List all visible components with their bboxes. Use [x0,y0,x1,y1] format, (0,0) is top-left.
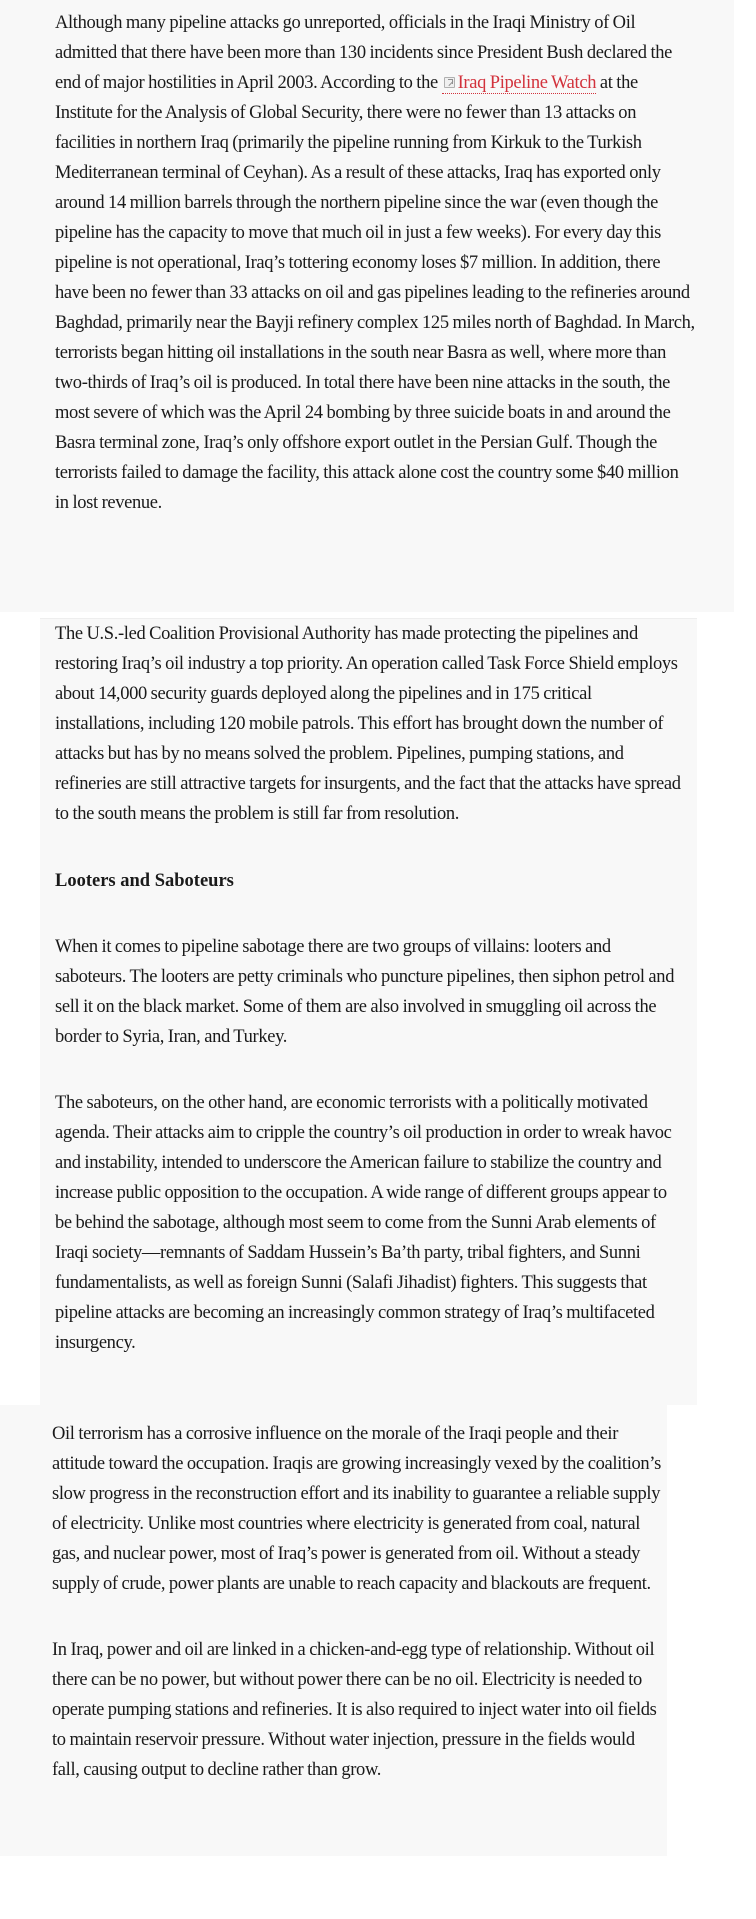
paragraph-text-before-link: Although many pipeline attacks go unreported, officials in the Iraqi Ministry of Oil admitted that there have been more than 130 incidents since President Bush declared the end of major hostilities in April 2003. According to the [55,13,673,93]
paragraph-power-and-oil: In Iraq, power and oil are linked in a chicken-and-egg type of relationship. Without oil there can be no power, but without power there can be no oil. Electricity is needed to operate pumping stations and refineries. It is also required to inject water into oil fields to maintain reservoir pressure. Without water injection, pressure in the fields would fall, causing output to decline rather than grow. [52,1640,657,1780]
paragraph-pipeline-attacks [55,8,695,518]
paragraph-looters: When it comes to pipeline sabotage there are two groups of villains: looters and saboteurs. The looters are petty criminals who puncture pipelines, then siphon petrol and sell it on the black market. Some of them are also involved in smuggling oil across the border to Syria, Iran, and Turkey. [55,937,675,1047]
article-block-looters-saboteurs [40,618,697,1405]
paragraph-saboteurs: The saboteurs, on the other hand, are economic terrorists with a politically motivated agenda. Their attacks aim to cripple the country’s oil production in order to wreak havoc and instability, intended to underscore the American failure to stabilize the country and increase public opposition to the occupation. A wide range of different groups appear to be behind the sabotage, although most seem to come from the Sunni Arab elements of Iraqi society—remnants of Saddam Hussein’s Ba’th party, tribal fighters, and Sunni fundamentalists, as well as foreign Sunni (Salafi Jihadist) fighters. This suggests that pipeline attacks are becoming an increasingly common strategy of Iraq’s multifaceted insurgency. [55,1093,672,1353]
section-heading: Looters and Saboteurs [55,871,234,891]
iraq-pipeline-watch-link[interactable] [442,73,596,94]
paragraph-oil-terrorism-morale: Oil terrorism has a corrosive influence on the morale of the Iraqi people and their attitude toward the occupation. Iraqis are growing increasingly vexed by the coalition’s slow progress in the reconstruction effort and its inability to guarantee a reliable supply of electricity. Unlike most countries where electricity is generated from coal, natural gas, and nuclear power, most of Iraq’s power is generated from oil. Without a steady supply of crude, power plants are unable to reach capacity and blackouts are frequent. [52,1424,661,1594]
article-block-oil-and-power [0,1405,667,1856]
external-link-icon [444,77,455,88]
paragraph-spacer [55,1052,697,1088]
article-block-pipeline-attacks [0,0,734,612]
paragraph-spacer [55,829,697,865]
paragraph-text-after-link: at the Institute for the Analysis of Global Security, there were no fewer than 13 attacks on facilities in northern Iraq (primarily the pipeline running from Kirkuk to the Turkish Mediterranean terminal of Ceyhan). As a result of these attacks, Iraq has exported only around 14 million barrels through the northern pipeline since the war (even though the pipeline has the capacity to move that much oil in just a few weeks). For every day this pipeline is not operational, Iraq’s tottering economy loses $7 million. In addition, there have been no fewer than 33 attacks on oil and gas pipelines leading to the refineries around Baghdad, primarily near the Bayji refinery complex 125 miles north of Baghdad. In March, terrorists began hitting oil installations in the south near Basra as well, where more than two-thirds of Iraq’s oil is produced. In total there have been nine attacks in the south, the most severe of which was the April 24 bombing by three suicide boats in and around the Basra terminal zone, Iraq’s only offshore export outlet in the Persian Gulf. Though the terrorists failed to damage the facility, this attack alone cost the country some $40 million in lost revenue. [55,73,695,513]
link-label: Iraq Pipeline Watch [457,73,597,93]
paragraph-spacer [52,1599,667,1635]
paragraph-spacer [55,896,697,932]
paragraph-coalition-authority: The U.S.-led Coalition Provisional Authority has made protecting the pipelines and restoring Iraq’s oil industry a top priority. An operation called Task Force Shield employs about 14,000 security guards deployed along the pipelines and in 175 critical installations, including 120 mobile patrols. This effort has brought down the number of attacks but has by no means solved the problem. Pipelines, pumping stations, and refineries are still attractive targets for insurgents, and the fact that the attacks have spread to the south means the problem is still far from resolution. [55,624,681,824]
